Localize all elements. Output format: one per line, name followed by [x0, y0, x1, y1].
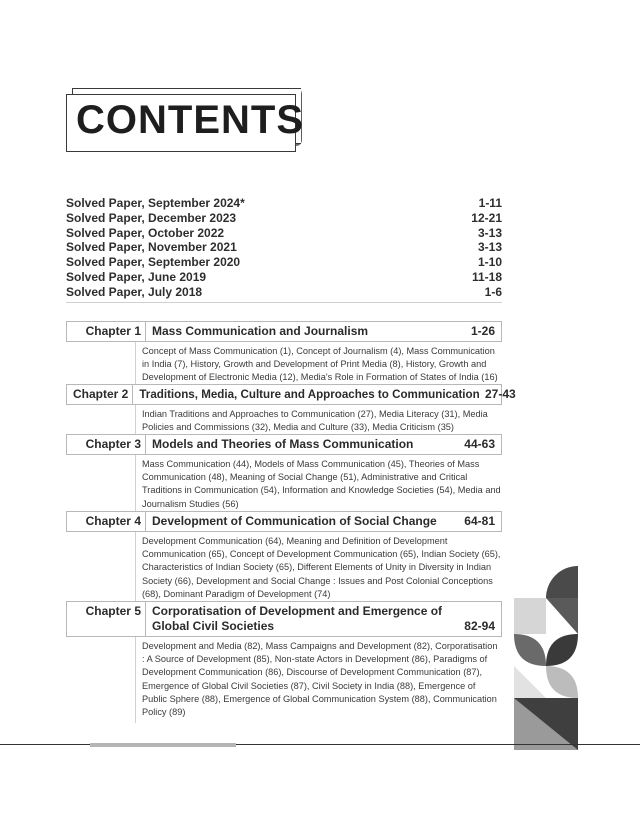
chapter-pages: 1-26	[470, 324, 495, 338]
paper-label: Solved Paper, June 2019	[66, 269, 207, 284]
chapter-header[interactable]	[66, 434, 502, 455]
paper-pages: 3-13	[477, 240, 502, 255]
paper-row[interactable]	[66, 196, 502, 211]
paper-label: Solved Paper, July 2018	[66, 284, 203, 299]
chapter-indent	[66, 455, 136, 515]
paper-label: Solved Paper, September 2024*	[66, 196, 245, 210]
light-square-shape	[514, 598, 546, 634]
footer-accent-bar	[90, 743, 236, 747]
chapter-number: Chapter 3	[67, 435, 146, 454]
leaf-shape-left	[514, 634, 546, 666]
chapter-title-text: Models and Theories of Mass Communication	[152, 437, 414, 451]
chapter-body	[66, 455, 502, 515]
paper-row[interactable]	[66, 240, 502, 255]
chapter-header[interactable]	[66, 511, 502, 532]
chapter-indent	[66, 532, 136, 605]
chapter-body	[66, 342, 502, 389]
paper-row[interactable]	[66, 211, 502, 226]
paper-label: Solved Paper, November 2021	[66, 240, 237, 255]
pale-triangle-shape	[514, 666, 546, 698]
chapter-pages: 64-81	[464, 514, 495, 528]
decorative-shapes	[514, 566, 578, 750]
chapter-body	[66, 532, 502, 605]
chapter-title-text: Corporatisation of Development and Emergence of Global Civil Societies	[152, 604, 443, 633]
chapter-title-text: Mass Communication and Journalism	[152, 324, 369, 338]
chapter-header[interactable]	[66, 321, 502, 342]
chapter-pages: 27-43	[484, 387, 516, 401]
paper-row[interactable]	[66, 270, 502, 285]
page-title: CONTENTS	[76, 98, 304, 142]
paper-label: Solved Paper, October 2022	[66, 225, 225, 240]
chapter-2	[66, 384, 516, 438]
chapter-number: Chapter 1	[67, 322, 146, 341]
chapter-number: Chapter 4	[67, 512, 146, 531]
chapter-topics: Development and Media (82), Mass Campaigns and Development (82), Corporatisation : A Source of Development (85), Non-state Actors in Development (86), Paradigms of Development Communication (86), Discourse of Development Communication (87), Emergence of Global Civil Societies (87), Civil Society in India (88), Emergence of Public Sphere (88), Emergence of Global Communication System (88), Communication Policy (89)	[142, 641, 498, 718]
paper-label: Solved Paper, September 2020	[66, 255, 241, 270]
chapter-indent	[66, 342, 136, 389]
chapter-header[interactable]	[66, 384, 516, 405]
chapter-body	[66, 637, 502, 723]
chapter-title	[146, 322, 501, 341]
paper-pages: 12-21	[471, 210, 502, 225]
quarter-circle-shape	[546, 566, 578, 598]
chapter-pages: 82-94	[464, 619, 495, 633]
chapter-title	[146, 512, 501, 531]
paper-label: Solved Paper, December 2023	[66, 210, 237, 225]
solved-papers-list	[66, 196, 502, 300]
paper-pages: 1-6	[484, 284, 502, 299]
chapter-title	[133, 385, 521, 404]
paper-pages: 1-10	[477, 255, 502, 270]
chapter-title-text: Development of Communication of Social Change	[152, 514, 437, 528]
dark-triangle-shape	[546, 598, 578, 634]
chapter-header[interactable]	[66, 601, 502, 637]
chapter-topics: Mass Communication (44), Models of Mass Communication (45), Theories of Mass Communication (48), Meaning of Social Change (51), Administrative and Critical Traditions in Communication (54), Information and Knowledge Societies (54), Media and Journalism Studies (56)	[142, 459, 501, 509]
chapter-topics: Indian Traditions and Approaches to Communication (27), Media Literacy (31), Media Policies and Commissions (32), Media and Culture (33), Media Criticism (35)	[142, 409, 488, 433]
contents-title-box	[66, 88, 302, 150]
paper-row[interactable]	[66, 255, 502, 270]
chapter-topics: Development Communication (64), Meaning and Definition of Development Communication (65), Concept of Development Communication (65), Indian Society (65), Characteristics of Indian Society (65), Different Elements of Unity in Diversity in Indian Society (66), Development and Social Change : Issues and Post Colonial Conceptions (68), Dominant Paradigm of Development (74)	[142, 536, 501, 599]
leaf-shape-right	[546, 634, 578, 666]
chapter-1	[66, 321, 502, 389]
paper-pages: 1-11	[478, 196, 502, 210]
chapter-number: Chapter 5	[67, 602, 146, 636]
chapter-4	[66, 511, 502, 605]
chapter-pages: 44-63	[464, 437, 495, 451]
chapter-indent	[66, 637, 136, 723]
paper-row[interactable]	[66, 226, 502, 241]
chapter-3	[66, 434, 502, 515]
papers-divider	[66, 302, 502, 303]
leaf-shape-lower	[546, 666, 578, 698]
chapter-title-text: Traditions, Media, Culture and Approaches to Communication	[139, 388, 480, 401]
paper-row[interactable]	[66, 285, 502, 300]
chapter-number: Chapter 2	[67, 385, 133, 404]
chapter-title	[146, 602, 501, 636]
paper-pages: 11-18	[471, 269, 502, 284]
paper-pages: 3-13	[477, 225, 502, 240]
chapter-title	[146, 435, 501, 454]
chapter-topics: Concept of Mass Communication (1), Concept of Journalism (4), Mass Communication in India (7), History, Growth and Development of Print Media (8), History, Growth and Development of Electronic Media (12), Media's Role in Formation of States of India (16)	[142, 346, 498, 383]
chapter-5	[66, 601, 502, 723]
